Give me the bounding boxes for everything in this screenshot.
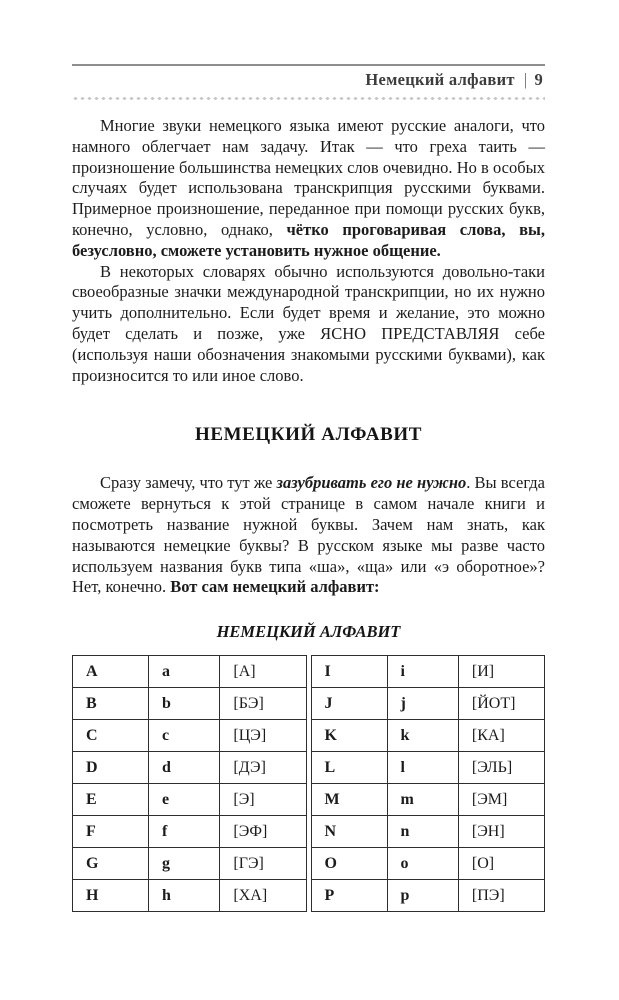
lowercase-letter: i [387, 656, 458, 688]
lowercase-letter: p [387, 880, 458, 912]
lowercase-letter: l [387, 752, 458, 784]
alphabet-row [311, 816, 545, 848]
uppercase-letter: I [311, 656, 387, 688]
alphabet-row [311, 688, 545, 720]
pronunciation: [ЙОТ] [458, 688, 544, 720]
uppercase-letter: N [311, 816, 387, 848]
pronunciation: [ЦЭ] [220, 720, 306, 752]
text-segment: Сразу замечу, что тут же [100, 473, 277, 493]
alphabet-table-right-body [311, 656, 545, 912]
uppercase-letter: A [73, 656, 149, 688]
pronunciation: [ЭФ] [220, 816, 306, 848]
pronunciation: [ДЭ] [220, 752, 306, 784]
pronunciation: [ЭН] [458, 816, 544, 848]
alphabet-row [311, 720, 545, 752]
lowercase-letter: c [149, 720, 220, 752]
alphabet-row [73, 848, 307, 880]
alphabet-table-left-body [73, 656, 307, 912]
pronunciation: [А] [220, 656, 306, 688]
lowercase-letter: j [387, 688, 458, 720]
lowercase-letter: b [149, 688, 220, 720]
text-segment: В некоторых словарях обычно используются довольно-таки своеобразные значки международной транскрипции, но их нужно учить дополнительно. Если будет время и желание, это можно будет сделать и позже, уже ЯСНО ПРЕДСТАВЛЯЯ себе (используя наши обозначения знакомыми русскими буквами), как произносится то или иное слово. [72, 261, 545, 385]
text-segment: зазубривать его не нужно [276, 473, 467, 493]
alphabet-row [311, 752, 545, 784]
uppercase-letter: P [311, 880, 387, 912]
running-head-divider: | [523, 70, 528, 89]
page-number: 9 [534, 70, 543, 89]
alphabet-row [311, 784, 545, 816]
text-segment: Вот сам немецкий алфавит: [170, 577, 380, 597]
running-head [72, 66, 545, 90]
page-header [72, 64, 545, 102]
alphabet-row [73, 752, 307, 784]
pronunciation: [И] [458, 656, 544, 688]
pronunciation: [БЭ] [220, 688, 306, 720]
uppercase-letter: M [311, 784, 387, 816]
uppercase-letter: J [311, 688, 387, 720]
uppercase-letter: B [73, 688, 149, 720]
alphabet-table-right [311, 655, 546, 912]
alphabet-row [73, 784, 307, 816]
running-head-title: Немецкий алфавит [365, 70, 515, 89]
pronunciation: [ГЭ] [220, 848, 306, 880]
text-segment: Многие звуки немецкого языка имеют русские аналоги, что намного облегчает нам задачу. Итак — что греха таить — произношение большинства немецких слов очевидно. Но в особых случаях будет использована транскрипция русскими буквами. Примерное произношение, переданное при помощи русских букв, конечно, условно, однако, [72, 116, 545, 239]
alphabet-table-left [72, 655, 307, 912]
uppercase-letter: K [311, 720, 387, 752]
pronunciation: [Э] [220, 784, 306, 816]
pronunciation: [ЭЛЬ] [458, 752, 544, 784]
uppercase-letter: L [311, 752, 387, 784]
alphabet-row [311, 848, 545, 880]
alphabet-table [72, 655, 545, 912]
uppercase-letter: O [311, 848, 387, 880]
lowercase-letter: h [149, 880, 220, 912]
section-heading: НЕМЕЦКИЙ АЛФАВИТ [194, 424, 423, 446]
alphabet-row [73, 816, 307, 848]
alphabet-row [73, 720, 307, 752]
uppercase-letter: F [73, 816, 149, 848]
lowercase-letter: f [149, 816, 220, 848]
uppercase-letter: G [73, 848, 149, 880]
text-segment: чётко проговаривая слова, вы, безусловно, сможете установить нужное общение. [72, 219, 546, 260]
alphabet-row [73, 880, 307, 912]
uppercase-letter: C [73, 720, 149, 752]
alphabet-row [311, 880, 545, 912]
section-paragraph [72, 473, 545, 598]
lowercase-letter: a [149, 656, 220, 688]
intro-paragraph-2 [72, 262, 545, 387]
lowercase-letter: n [387, 816, 458, 848]
lowercase-letter: d [149, 752, 220, 784]
lowercase-letter: o [387, 848, 458, 880]
lowercase-letter: k [387, 720, 458, 752]
lowercase-letter: e [149, 784, 220, 816]
alphabet-row [73, 688, 307, 720]
pronunciation: [О] [458, 848, 544, 880]
pronunciation: [ЭМ] [458, 784, 544, 816]
uppercase-letter: D [73, 752, 149, 784]
pronunciation: [ХА] [220, 880, 306, 912]
text-segment: . Вы всегда сможете вернуться к этой странице в самом начале книги и посмотреть название нужной буквы. Зачем нам знать, как называются немецкие буквы? В русском языке мы разве часто используем названия букв типа «ша», «ща» или «э оборотное»? Нет, конечно. [72, 473, 545, 597]
alphabet-row [73, 656, 307, 688]
lowercase-letter: m [387, 784, 458, 816]
pronunciation: [КА] [458, 720, 544, 752]
table-caption: НЕМЕЦКИЙ АЛФАВИТ [216, 622, 401, 642]
alphabet-row [311, 656, 545, 688]
uppercase-letter: E [73, 784, 149, 816]
uppercase-letter: H [73, 880, 149, 912]
intro-paragraph-1 [72, 116, 545, 262]
lowercase-letter: g [149, 848, 220, 880]
ornament-border [72, 95, 545, 102]
pronunciation: [ПЭ] [458, 880, 544, 912]
